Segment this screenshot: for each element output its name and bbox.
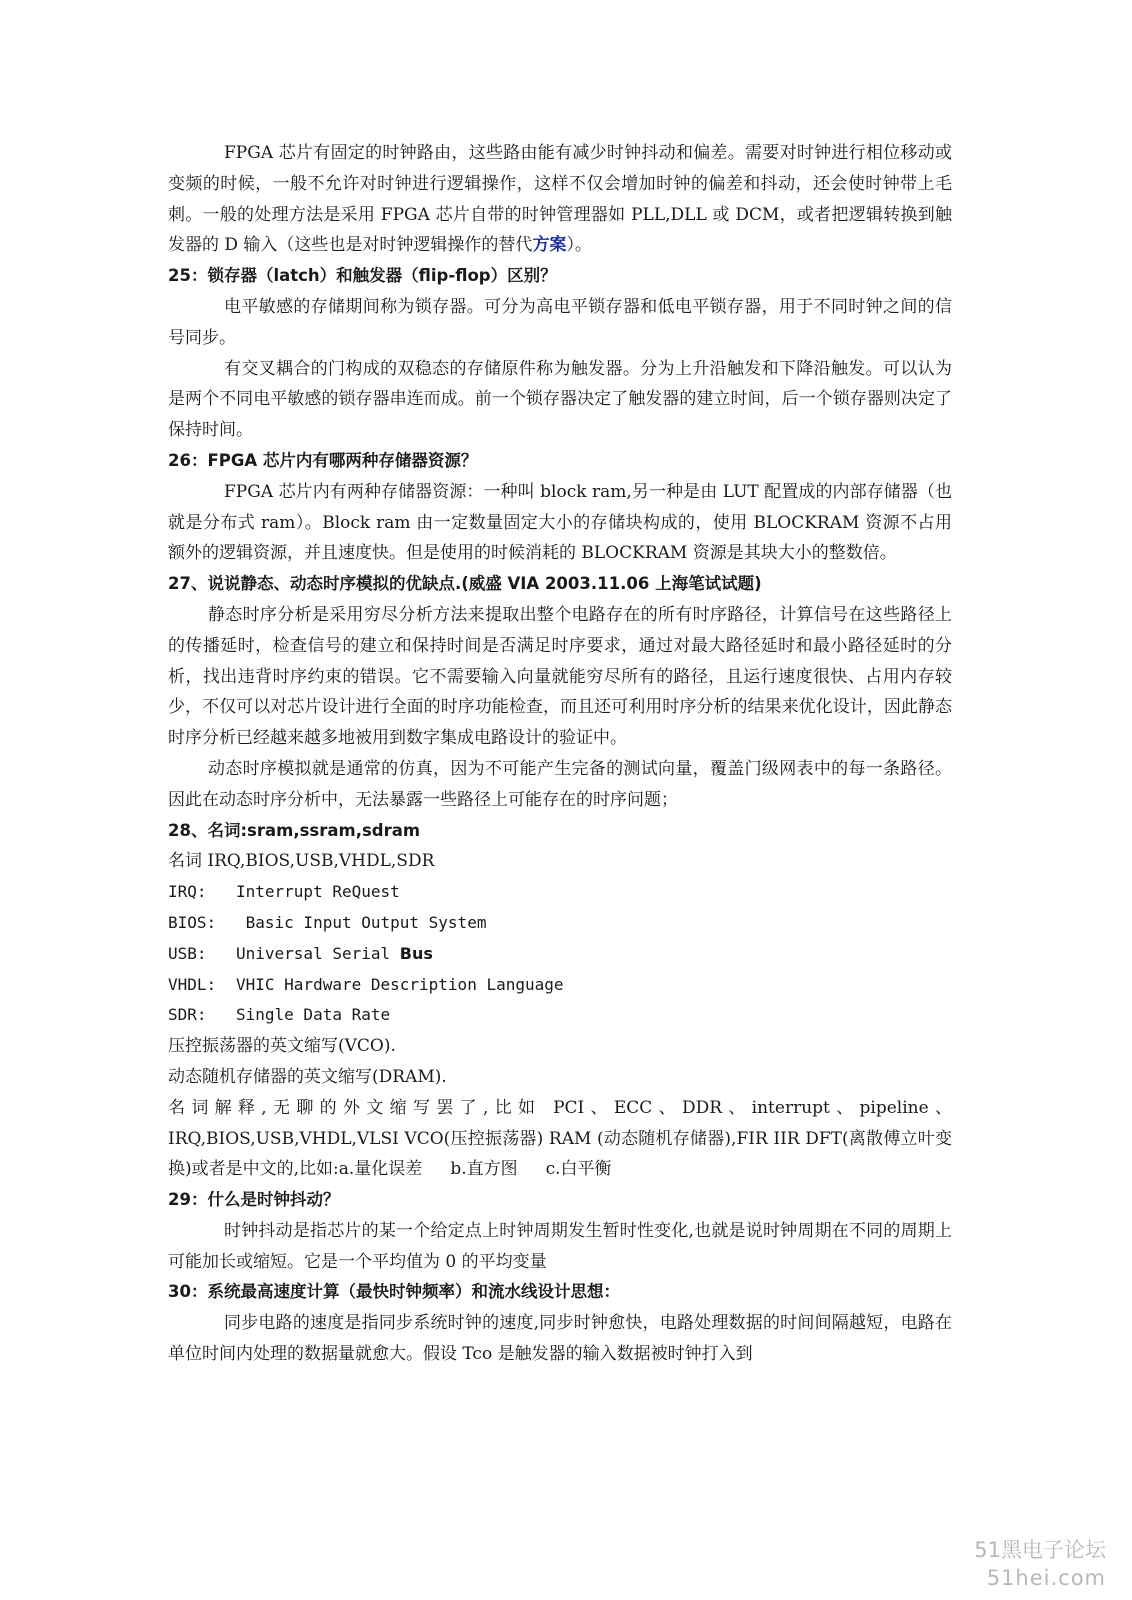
q25-paragraph-1: 电平敏感的存储期间称为锁存器。可分为高电平锁存器和低电平锁存器，用于不同时钟之间的信号同步。: [168, 296, 952, 348]
q27-heading: 27、说说静态、动态时序模拟的优缺点.(威盛 VIA 2003.11.06 上海笔试试题): [168, 574, 762, 594]
abbr-row: VHDL: VHIC Hardware Description Language: [168, 974, 564, 994]
intro-paragraph: FPGA 芯片有固定的时钟路由，这些路由能有减少时钟抖动和偏差。需要对时钟进行相位移动或变频的时候，一般不允许对时钟进行逻辑操作，这样不仅会增加时钟的偏差和抖动，还会使时钟带上毛刺。一般的处理方法是采用 FPGA 芯片自带的时钟管理器如 PLL,DLL 或 DCM，或者把逻辑转换到触发器的 D 输入（这些也是对时钟逻辑操作的替代方案）。: [168, 143, 952, 256]
q25-paragraph-2: 有交叉耦合的门构成的双稳态的存储原件称为触发器。分为上升沿触发和下降沿触发。可以认为是两个不同电平敏感的锁存器串连而成。前一个锁存器决定了触发器的建立时间，后一个锁存器则决定了保持时间。: [168, 358, 952, 441]
q28-dram: 动态随机存储器的英文缩写(DRAM).: [168, 1066, 447, 1087]
abbr-row: USB: Universal Serial Bus: [168, 943, 433, 963]
watermark: [974, 1536, 1106, 1592]
q30-heading: 30：系统最高速度计算（最快时钟频率）和流水线设计思想：: [168, 1282, 620, 1302]
q28-heading: 28、名词:sram,ssram,sdram: [168, 820, 421, 840]
q27-paragraph-2: 动态时序模拟就是通常的仿真，因为不可能产生完备的测试向量，覆盖门级网表中的每一条路径。因此在动态时序分析中，无法暴露一些路径上可能存在的时序问题；: [168, 758, 952, 810]
q26-paragraph-1: FPGA 芯片内有两种存储器资源：一种叫 block ram,另一种是由 LUT 配置成的内部存储器（也就是分布式 ram）。Block ram 由一定数量固定大小的存储块构成的，使用 BLOCKRAM 资源不占用额外的逻辑资源，并且速度快。但是使用的时候消耗的 BLOCKRAM 资源是其块大小的整数倍。: [168, 481, 952, 564]
q28-explain: 名词解释,无聊的外文缩写罢了,比如 PCI、ECC、DDR、interrupt、pipeline、IRQ,BIOS,USB,VHDL,VLSI VCO(压控振荡器) RAM (动态随机存储器),FIR IIR DFT(离散傅立叶变换)或者是中文的,比如:a.量化误差 b.直方图 c.白平衡: [168, 1097, 952, 1180]
q29-heading: 29：什么是时钟抖动？: [168, 1190, 340, 1210]
abbr-list: [168, 877, 952, 1031]
q27-paragraph-1: 静态时序分析是采用穷尽分析方法来提取出整个电路存在的所有时序路径，计算信号在这些路径上的传播延时，检查信号的建立和保持时间是否满足时序要求，通过对最大路径延时和最小路径延时的分析，找出违背时序约束的错误。它不需要输入向量就能穷尽所有的路径，且运行速度很快、占用内存较少，不仅可以对芯片设计进行全面的时序功能检查，而且还可利用时序分析的结果来优化设计，因此静态时序分析已经越来越多地被用到数字集成电路设计的验证中。: [168, 604, 952, 749]
document-page: [168, 138, 952, 1370]
abbr-row: IRQ: Interrupt ReQuest: [168, 882, 400, 902]
q29-paragraph-1: 时钟抖动是指芯片的某一个给定点上时钟周期发生暂时性变化,也就是说时钟周期在不同的周期上可能加长或缩短。它是一个平均值为 0 的平均变量: [168, 1220, 952, 1272]
watermark-line-2: 51hei.com: [986, 1566, 1106, 1590]
q28-line-1: 名词 IRQ,BIOS,USB,VHDL,SDR: [168, 851, 435, 872]
abbr-row: BIOS: Basic Input Output System: [168, 912, 487, 932]
highlight-link[interactable]: 方案: [532, 235, 567, 256]
watermark-line-1: 51黑电子论坛: [974, 1538, 1106, 1562]
q25-heading: 25：锁存器（latch）和触发器（flip-flop）区别？: [168, 266, 557, 286]
q30-paragraph-1: 同步电路的速度是指同步系统时钟的速度,同步时钟愈快，电路处理数据的时间间隔越短，电路在单位时间内处理的数据量就愈大。假设 Tco 是触发器的输入数据被时钟打入到: [168, 1313, 952, 1365]
q28-vco: 压控振荡器的英文缩写(VCO).: [168, 1036, 396, 1057]
q26-heading: 26：FPGA 芯片内有哪两种存储器资源？: [168, 450, 478, 470]
abbr-row: SDR: Single Data Rate: [168, 1005, 391, 1025]
